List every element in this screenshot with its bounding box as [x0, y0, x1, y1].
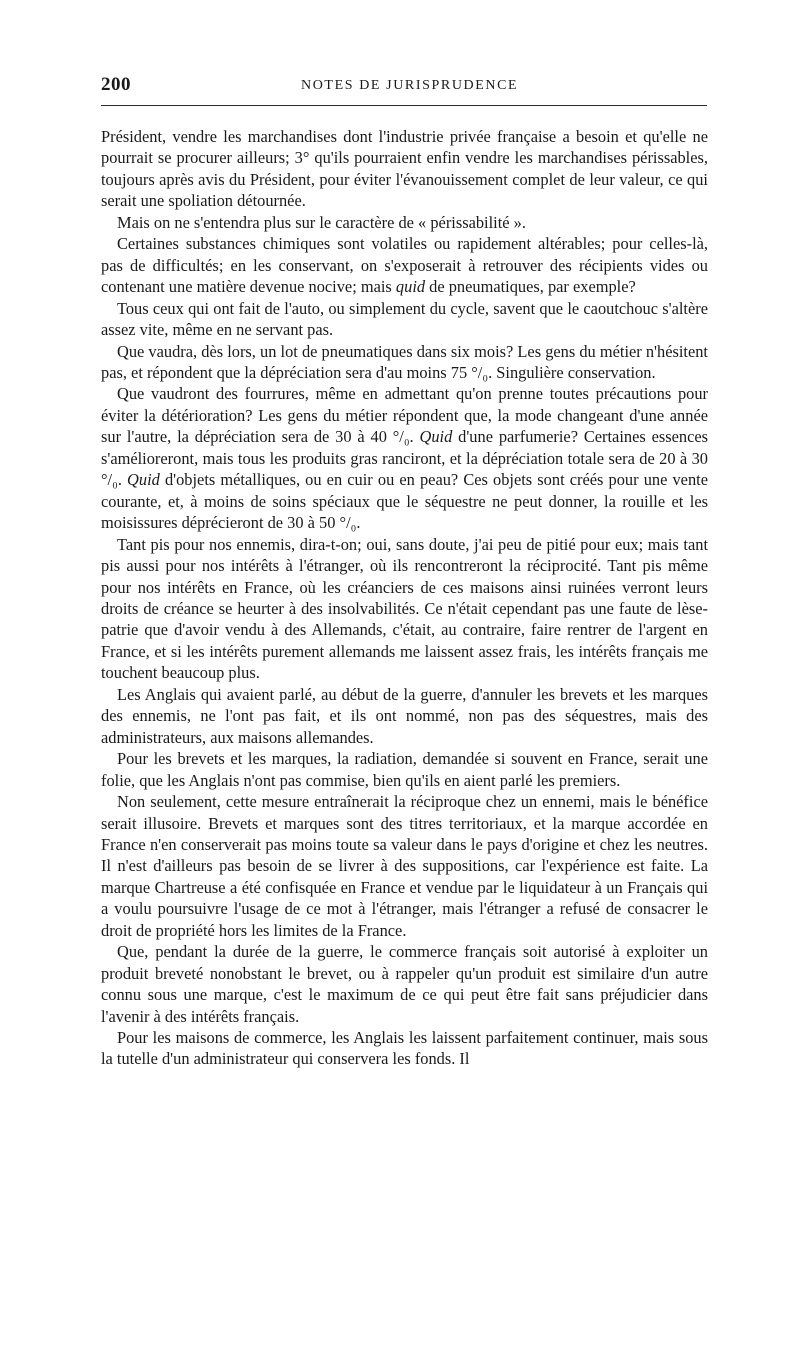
italic-term: quid — [395, 277, 426, 297]
paragraph-text: Mais on ne s'entendra plus sur le caractère de « périssabilité ». — [117, 212, 526, 232]
paragraph-text: Certaines substances chimiques sont volatiles ou rapidement altérables; pour celles-là, pas de difficultés; en les conservant, on s'exposerait à retrouver des récipients vides ou contenant une matière devenue nocive; mais — [101, 234, 708, 297]
paragraph-text: Tous ceux qui ont fait de l'auto, ou simplement du cycle, savent que le caoutchouc s'altère assez vite, même en ne servant pas. — [101, 298, 708, 340]
paragraph-text: Que vaudront des fourrures, même en admettant qu'on prenne toutes précautions pour éviter la détérioration? Les gens du métier répondent que, la mode changeant d'une année sur l'autre, la dépréciation sera de 30 à 40 °/₀. — [101, 384, 708, 447]
paragraph — [101, 684, 708, 748]
paragraph — [101, 233, 708, 297]
paragraph-text: Tant pis pour nos ennemis, dira-t-on; oui, sans doute, j'ai peu de pitié pour eux; mais tant pis aussi pour nos intérêts à l'étranger, où ils rencontreront la réciprocité. Tant pis même pour nos intérêts en France, où les créanciers de ces maisons ainsi ruinées verront leurs droits de créance se heurter à des insolvabilités. Ce n'était cependant pas une faute de lèse-patrie que d'avoir vendu à des Allemands, c'était, au contraire, faire rentrer de l'argent en France, et si les intérêts purement allemands me laissent assez frais, les intérêts français me touchent beaucoup plus. — [101, 534, 708, 683]
page-number: 200 — [101, 74, 131, 95]
running-head — [101, 74, 707, 104]
paragraph-text: d'une parfumerie? Certaines essences s'amélioreront, mais tous les produits gras ranciront, et la dépréciation totale sera de 20 à 30 °/₀. — [101, 427, 708, 490]
italic-term: Quid — [419, 427, 453, 447]
header-rule — [101, 105, 707, 106]
paragraph — [101, 791, 708, 941]
paragraph-text: Que vaudra, dès lors, un lot de pneumatiques dans six mois? Les gens du métier n'hésitent pas, et répondent que la dépréciation sera d'au moins 75 °/₀. Singulière conservation. — [101, 341, 708, 382]
paragraph — [101, 534, 708, 684]
running-title: NOTES DE JURISPRUDENCE — [301, 78, 519, 93]
paragraph-text: Pour les maisons de commerce, les Anglais les laissent parfaitement continuer, mais sous la tutelle d'un administrateur qui conservera les fonds. Il — [101, 1028, 708, 1069]
body-text — [101, 126, 708, 1070]
paragraph-text: de pneumatiques, par exemple? — [425, 277, 636, 297]
paragraph — [101, 748, 708, 791]
paragraph — [101, 212, 708, 233]
paragraph-text: Pour les brevets et les marques, la radiation, demandée si souvent en France, serait une folie, que les Anglais n'ont pas commise, bien qu'ils en aient parlé les premiers. — [101, 749, 708, 790]
paragraph — [101, 126, 708, 212]
paragraph — [101, 1027, 708, 1070]
paragraph-text: d'objets métalliques, ou en cuir ou en peau? Ces objets sont créés pour une vente courante, et, à moins de soins spéciaux que le séquestre ne peut donner, la rouille et les moisissures déprécieront de 30 à 50 °/₀. — [101, 470, 708, 533]
paragraph-text: Non seulement, cette mesure entraînerait la réciproque chez un ennemi, mais le bénéfice serait illusoire. Brevets et marques sont des titres territoriaux, et la marque accordée en France n'en conserverait pas moins toute sa valeur dans le pays d'origine et chez les neutres. Il n'est d'ailleurs pas besoin de se livrer à des suppositions, car l'expérience est faite. La marque Chartreuse a été confisquée en France et vendue par le liquidateur à un Français qui a voulu poursuivre l'usage de ce mot à l'étranger, mais l'étranger a refusé de consacrer le droit de propriété hors les limites de la France. — [101, 792, 708, 940]
paragraph-text: Président, vendre les marchandises dont l'industrie privée française a besoin et qu'elle ne pourrait se procurer ailleurs; 3° qu'ils pourraient enfin vendre les marchandises périssables, toujours après avis du Président, pour éviter l'évanouissement complet de leur valeur, ce qui serait une spoliation détournée. — [101, 127, 708, 211]
paragraph — [101, 941, 708, 1027]
paragraph — [101, 298, 708, 341]
paragraph-text: Les Anglais qui avaient parlé, au début de la guerre, d'annuler les brevets et les marques des ennemis, ne l'ont pas fait, et ils ont nommé, non pas des séquestres, mais des administrateurs, aux maisons allemandes. — [101, 684, 708, 747]
paragraph — [101, 341, 708, 384]
paragraph-text: Que, pendant la durée de la guerre, le commerce français soit autorisé à exploiter un produit breveté nonobstant le brevet, ou à rappeler qu'un produit est similaire d'un autre connu sous une marque, c'est le maximum de ce qui peut être fait sans préjudicier dans l'avenir à des intérêts français. — [101, 942, 708, 1026]
paragraph — [101, 383, 708, 533]
italic-term: Quid — [127, 470, 160, 490]
